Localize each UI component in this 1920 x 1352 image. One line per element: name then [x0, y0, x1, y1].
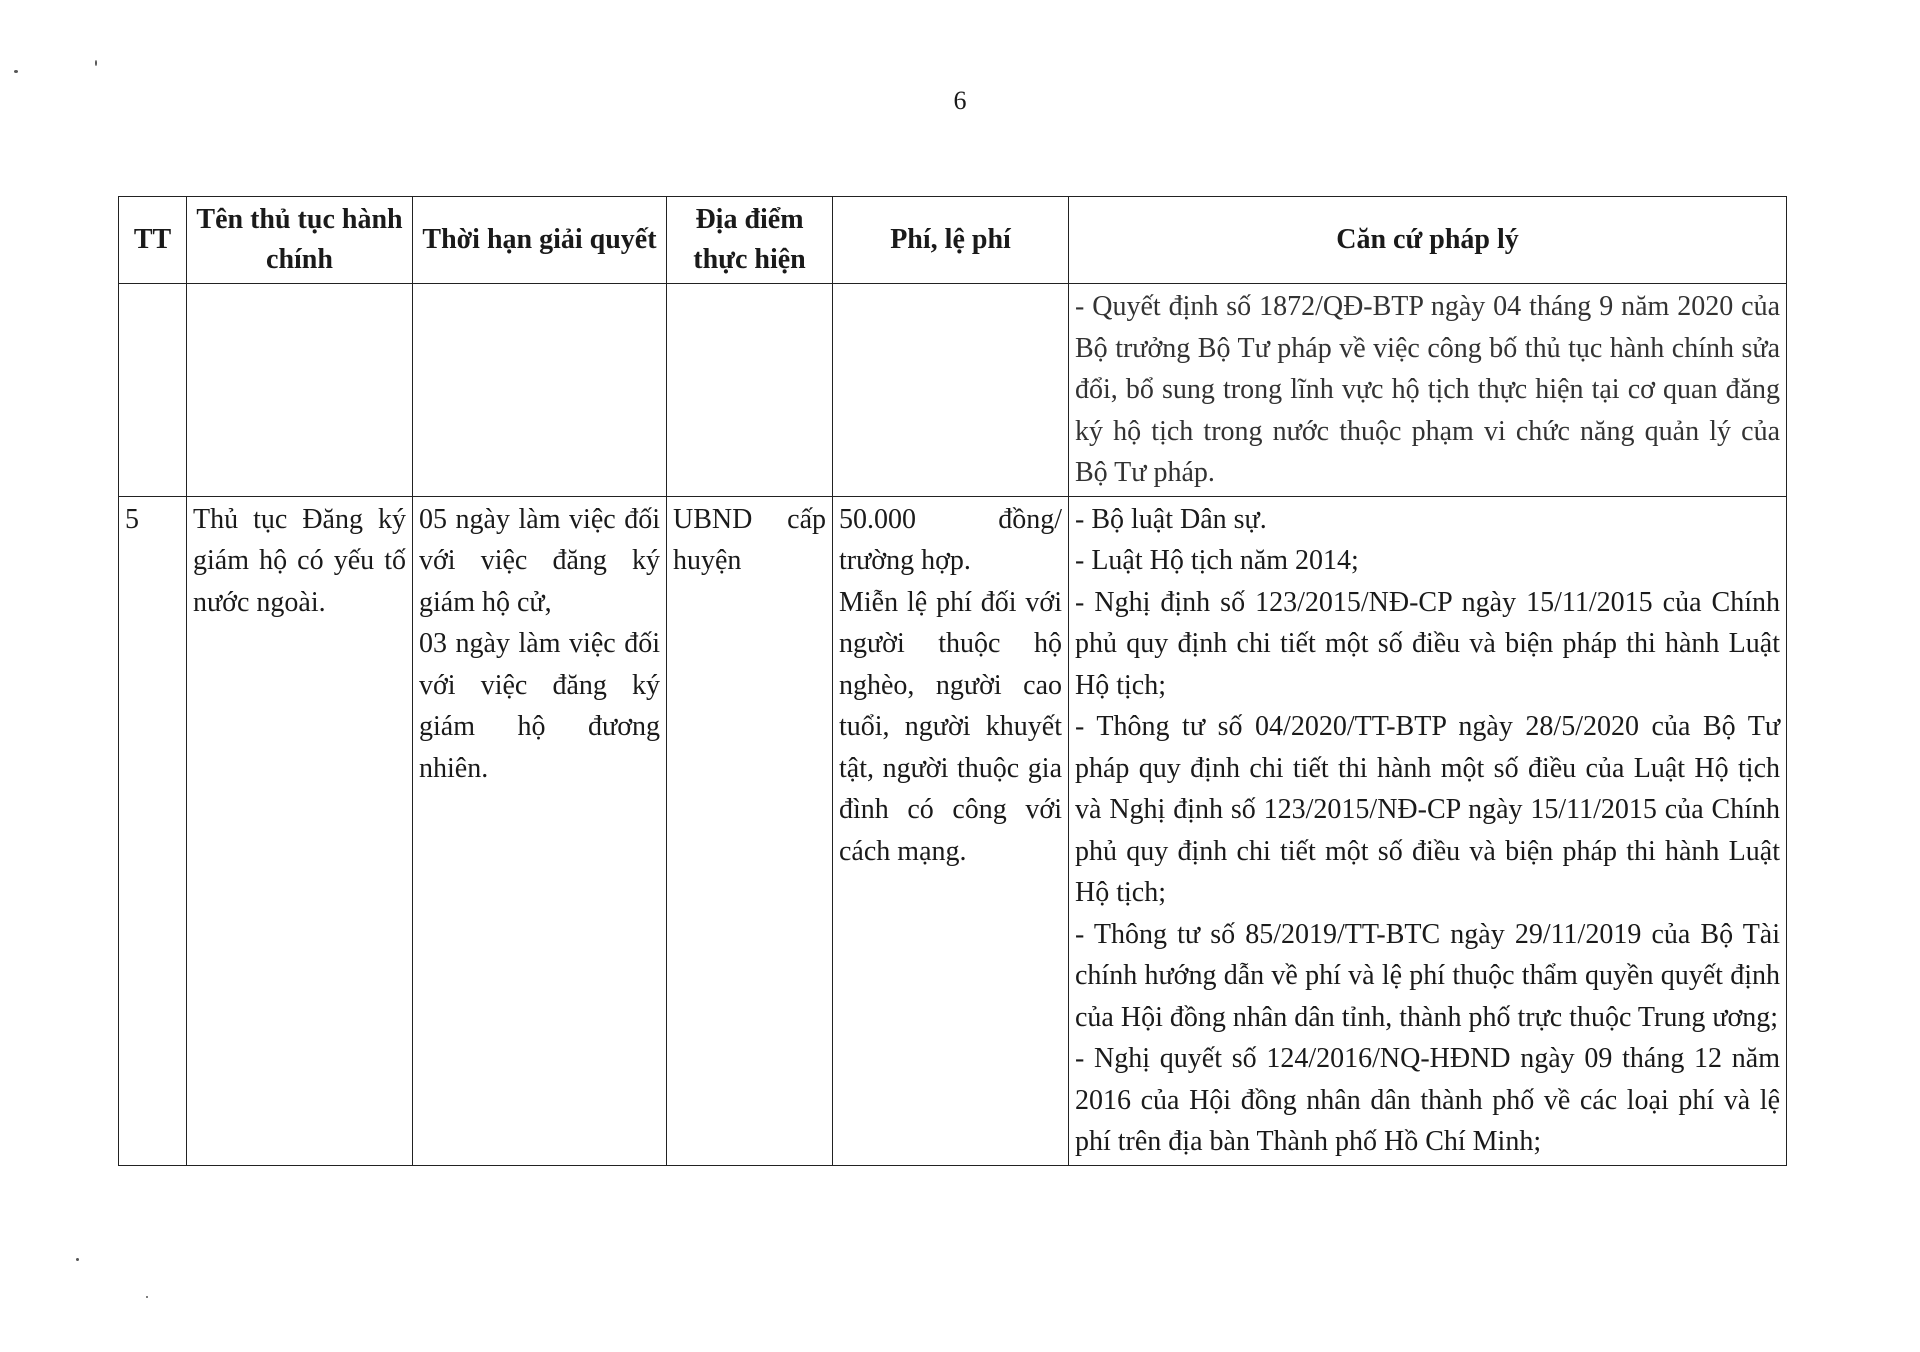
cell-deadline-empty	[413, 284, 667, 497]
deadline-line: 05 ngày làm việc đối với việc đăng ký giám hộ cử,	[419, 503, 660, 618]
legal-basis-item: - Luật Hộ tịch năm 2014;	[1075, 545, 1359, 576]
fee-line: Miễn lệ phí đối với người thuộc hộ nghèo, người cao tuổi, người khuyết tật, người thuộc gia đình có công với cách mạng.	[839, 586, 1062, 867]
table-row-continued	[119, 284, 1787, 497]
cell-procedure-empty	[187, 284, 413, 497]
procedure-table	[118, 196, 1787, 1166]
deadline-line: 03 ngày làm việc đối với việc đăng ký giám hộ đương nhiên.	[419, 628, 660, 784]
fee-line: 50.000 đồng/ trường hợp.	[839, 503, 1062, 576]
scan-speck	[146, 1296, 148, 1298]
cell-tt-empty	[119, 284, 187, 497]
header-tt: TT	[119, 197, 187, 284]
header-deadline: Thời hạn giải quyết	[413, 197, 667, 284]
cell-legal-basis-continued: - Quyết định số 1872/QĐ-BTP ngày 04 tháng 9 năm 2020 của Bộ trưởng Bộ Tư pháp về việc công bố thủ tục hành chính sửa đổi, bổ sung trong lĩnh vực hộ tịch thực hiện tại cơ quan đăng ký hộ tịch trong nước thuộc phạm vi chức năng quản lý của Bộ Tư pháp.	[1069, 284, 1787, 497]
cell-location-empty	[667, 284, 833, 497]
page-number: 6	[953, 86, 967, 115]
scan-speck	[95, 60, 97, 66]
cell-deadline	[413, 496, 667, 1165]
cell-legal-basis	[1069, 496, 1787, 1165]
header-location: Địa điểm thực hiện	[667, 197, 833, 284]
cell-fee-empty	[833, 284, 1069, 497]
scan-speck	[76, 1258, 79, 1261]
legal-basis-item: - Thông tư số 04/2020/TT-BTP ngày 28/5/2020 của Bộ Tư pháp quy định chi tiết thi hành một số điều của Luật Hộ tịch và Nghị định số 123/2015/NĐ-CP ngày 15/11/2015 của Chính phủ quy định chi tiết một số điều và biện pháp thi hành Luật Hộ tịch;	[1075, 711, 1780, 908]
legal-basis-item: - Thông tư số 85/2019/TT-BTC ngày 29/11/2019 của Bộ Tài chính hướng dẫn về phí và lệ phí thuộc thẩm quyền quyết định của Hội đồng nhân dân tỉnh, thành phố trực thuộc Trung ương;	[1075, 918, 1780, 1033]
cell-fee	[833, 496, 1069, 1165]
header-legal-basis: Căn cứ pháp lý	[1069, 197, 1787, 284]
header-fee: Phí, lệ phí	[833, 197, 1069, 284]
table-row-5	[119, 496, 1787, 1165]
scan-speck	[14, 70, 18, 73]
cell-tt: 5	[119, 496, 187, 1165]
cell-procedure-name: Thủ tục Đăng ký giám hộ có yếu tố nước ngoài.	[187, 496, 413, 1165]
legal-basis-item: - Nghị quyết số 124/2016/NQ-HĐND ngày 09 tháng 12 năm 2016 của Hội đồng nhân dân thành phố về các loại phí và lệ phí trên địa bàn Thành phố Hồ Chí Minh;	[1075, 1043, 1780, 1157]
header-procedure-name: Tên thủ tục hành chính	[187, 197, 413, 284]
legal-basis-item: - Nghị định số 123/2015/NĐ-CP ngày 15/11/2015 của Chính phủ quy định chi tiết một số điều và biện pháp thi hành Luật Hộ tịch;	[1075, 586, 1780, 701]
cell-location: UBND cấp huyện	[667, 496, 833, 1165]
legal-basis-item: - Bộ luật Dân sự.	[1075, 503, 1267, 535]
table-header-row	[119, 197, 1787, 284]
